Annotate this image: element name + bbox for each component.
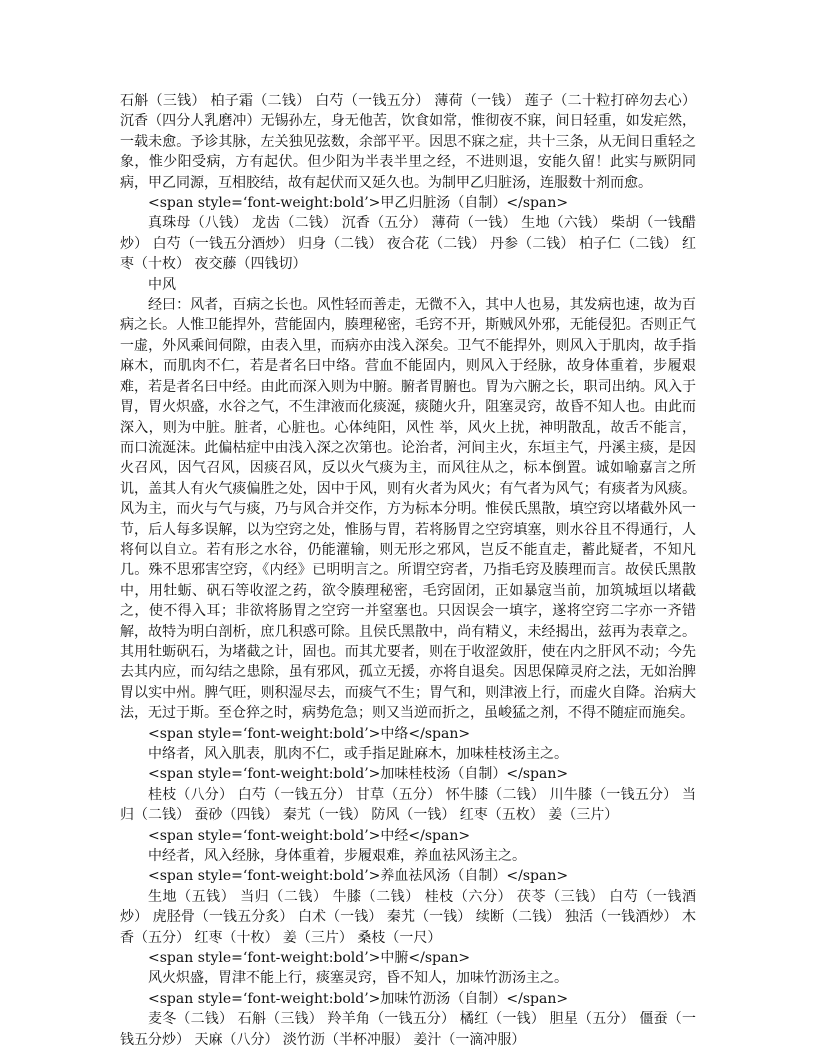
subheading-zhongjing: <span style=‘font-weight:bold’>中经</span> [148,827,471,844]
subheading-zhongluo: <span style=‘font-weight:bold’>中络</span> [148,725,471,742]
formula-title-yangxue-qufeng: <span style=‘font-weight:bold’>养血祛风汤（自制）</span> [148,868,569,885]
paragraph-zhongfeng-discussion: 经曰：风者，百病之长也。风性轻而善走，无微不入，其中人也易，其发病也速，故为百病之长。人惟卫能捍外，营能固内，腠理秘密，毛窍不开，斯贼风外邪，无能侵犯。否则正气一虚，外风乘间伺隙，由表入里，而病亦由浅入深矣。卫气不能捍外，则风入于肌肉，故手指麻木，而肌肉不仁，若是者名曰中络。营血不能固内，则风入于经脉，故身体重着，步履艰难，若是者名曰中经。由此而深入则为中腑。腑者胃腑也。胃为六腑之长，职司出纳。风入于胃，胃火炽盛，水谷之气，不生津液而化痰涎，痰随火升，阻塞灵窍，故昏不知人也。由此而深入，则为中脏。脏者，心脏也。心体纯阳，风性 举，风火上扰，神明散乱，故舌不能言，而口流涎沫。此偏枯症中由浅入深之次第也。论治者，河间主火，东垣主气，丹溪主痰，是因火召风，因气召风，因痰召风，反以火气痰为主，而风往从之，标本倒置。诚如喻嘉言之所讥，盖其人有火气痰偏胜之处，因中于风，则有火者为风火；有气者为风气；有痰者为风痰。风为主，而火与气与痰，乃与风合并交作，方为标本分明。惟侯氏黑散，填空窍以堵截外风一节，后人每多误解，以为空窍之处，惟肠与胃，若将肠胃之空窍填塞，则水谷且不得通行，人将何以自立。若有形之水谷，仍能灌输，则无形之邪风，岂反不能直走，蓄此疑者，不知凡几。殊不思邪害空窍，《内经》已明明言之。所谓空窍者，乃指毛窍及腠理而言。故侯氏黑散中，用牡蛎、矾石等收涩之药，欲令腠理秘密，毛窍固闭，正如暴寇当前，加筑城垣以堵截之，使不得入耳；非欲将肠胃之空窍一并窒塞也。只因误会一填字，遂将空窍二字亦一齐错解，故特为明白剖析，庶几积惑可除。且侯氏黑散中，尚有精义，未经揭出，兹再为表章之。其用牡蛎矾石，为堵截之计，固也。而其尤要者，则在于收涩敛肝，使在内之肝风不动；今先去其内应，而勾结之患除，虽有邪风，孤立无援，亦将自退矣。因思保障灵府之法，无如治脾胃以实中州。脾气旺，则积湿尽去，而痰气不生；胃气和，则津液上行，而虚火自降。治病大法，无过于斯。至仓猝之时，病势危急；则又当逆而折之，虽峻猛之剂，不得不随症而施矣。 [120,297,696,722]
subheading-zhongfu: <span style=‘font-weight:bold’>中腑</span> [148,950,471,967]
paragraph-zhongjing: 中经者，风入经脉，身体重着，步履艰难，养血祛风汤主之。 [148,848,526,865]
paragraph-zhongluo: 中络者，风入肌表，肌肉不仁，或手指足趾麻木，加味桂枝汤主之。 [148,746,568,762]
section-heading-zhongfeng: 中风 [148,276,176,293]
formula-ingredients-jiawei-zhuli: 麦冬（二钱） 石斛（三钱） 羚羊角（一钱五分） 橘红（一钱） 胆星（五分） 僵蚕（一钱五分炒） 天麻（八分） 淡竹沥（半杯冲服） 姜汁（一滴冲服） [120,1011,696,1048]
paragraph-prescription-continued: 石斛（三钱） 柏子霜（二钱） 白芍（一钱五分） 薄荷（一钱） 莲子（二十粒打碎勿去心） 沉香（四分人乳磨冲）无锡孙左，身无他苦，饮食如常，惟彻夜不寐，间日轻重，如发疟然，一载未愈。予诊其脉，左关独见弦数，余部平平。因思不寐之症，共十三条，从无间日重轻之象，惟少阳受病，方有起伏。但少阳为半表半里之经，不进则退，安能久留！此实与厥阴同病，甲乙同源，互相胶结，故有起伏而又延久也。为制甲乙归脏汤，连服数十剂而愈。 [120,93,696,191]
formula-ingredients-jiayi-guizang: 真珠母（八钱） 龙齿（二钱） 沉香（五分） 薄荷（一钱） 生地（六钱） 柴胡（一钱醋炒） 白芍（一钱五分酒炒） 归身（二钱） 夜合花（二钱） 丹参（二钱） 柏子仁（二钱） 红枣（十枚） 夜交藤（四钱切） [120,215,696,273]
document-body [120,91,696,1050]
formula-ingredients-jiawei-guizhi: 桂枝（八分） 白芍（一钱五分） 甘草（五分） 怀牛膝（二钱） 川牛膝（一钱五分） 当归（二钱） 蚕砂（四钱） 秦艽（一钱） 防风（一钱） 红枣（五枚） 姜（三片） [120,786,696,824]
formula-title-jiawei-zhuli: <span style=‘font-weight:bold’>加味竹沥汤（自制）</span> [148,990,569,1007]
formula-title-jiayi-guizang: <span style=‘font-weight:bold’>甲乙归脏汤（自制）</span> [148,195,569,212]
paragraph-zhongfu: 风火炽盛，胃津不能上行，痰塞灵窍，昏不知人，加味竹沥汤主之。 [148,970,568,987]
formula-ingredients-yangxue-qufeng: 生地（五钱） 当归（二钱） 牛膝（二钱） 桂枝（六分） 茯苓（三钱） 白芍（一钱酒炒） 虎胫骨（一钱五分炙） 白术（一钱） 秦艽（一钱） 续断（二钱） 独活（一钱酒炒） 木香（五分） 红枣（十枚） 姜（三片） 桑枝（一尺） [120,888,696,946]
formula-title-jiawei-guizhi: <span style=‘font-weight:bold’>加味桂枝汤（自制）</span> [148,766,569,783]
